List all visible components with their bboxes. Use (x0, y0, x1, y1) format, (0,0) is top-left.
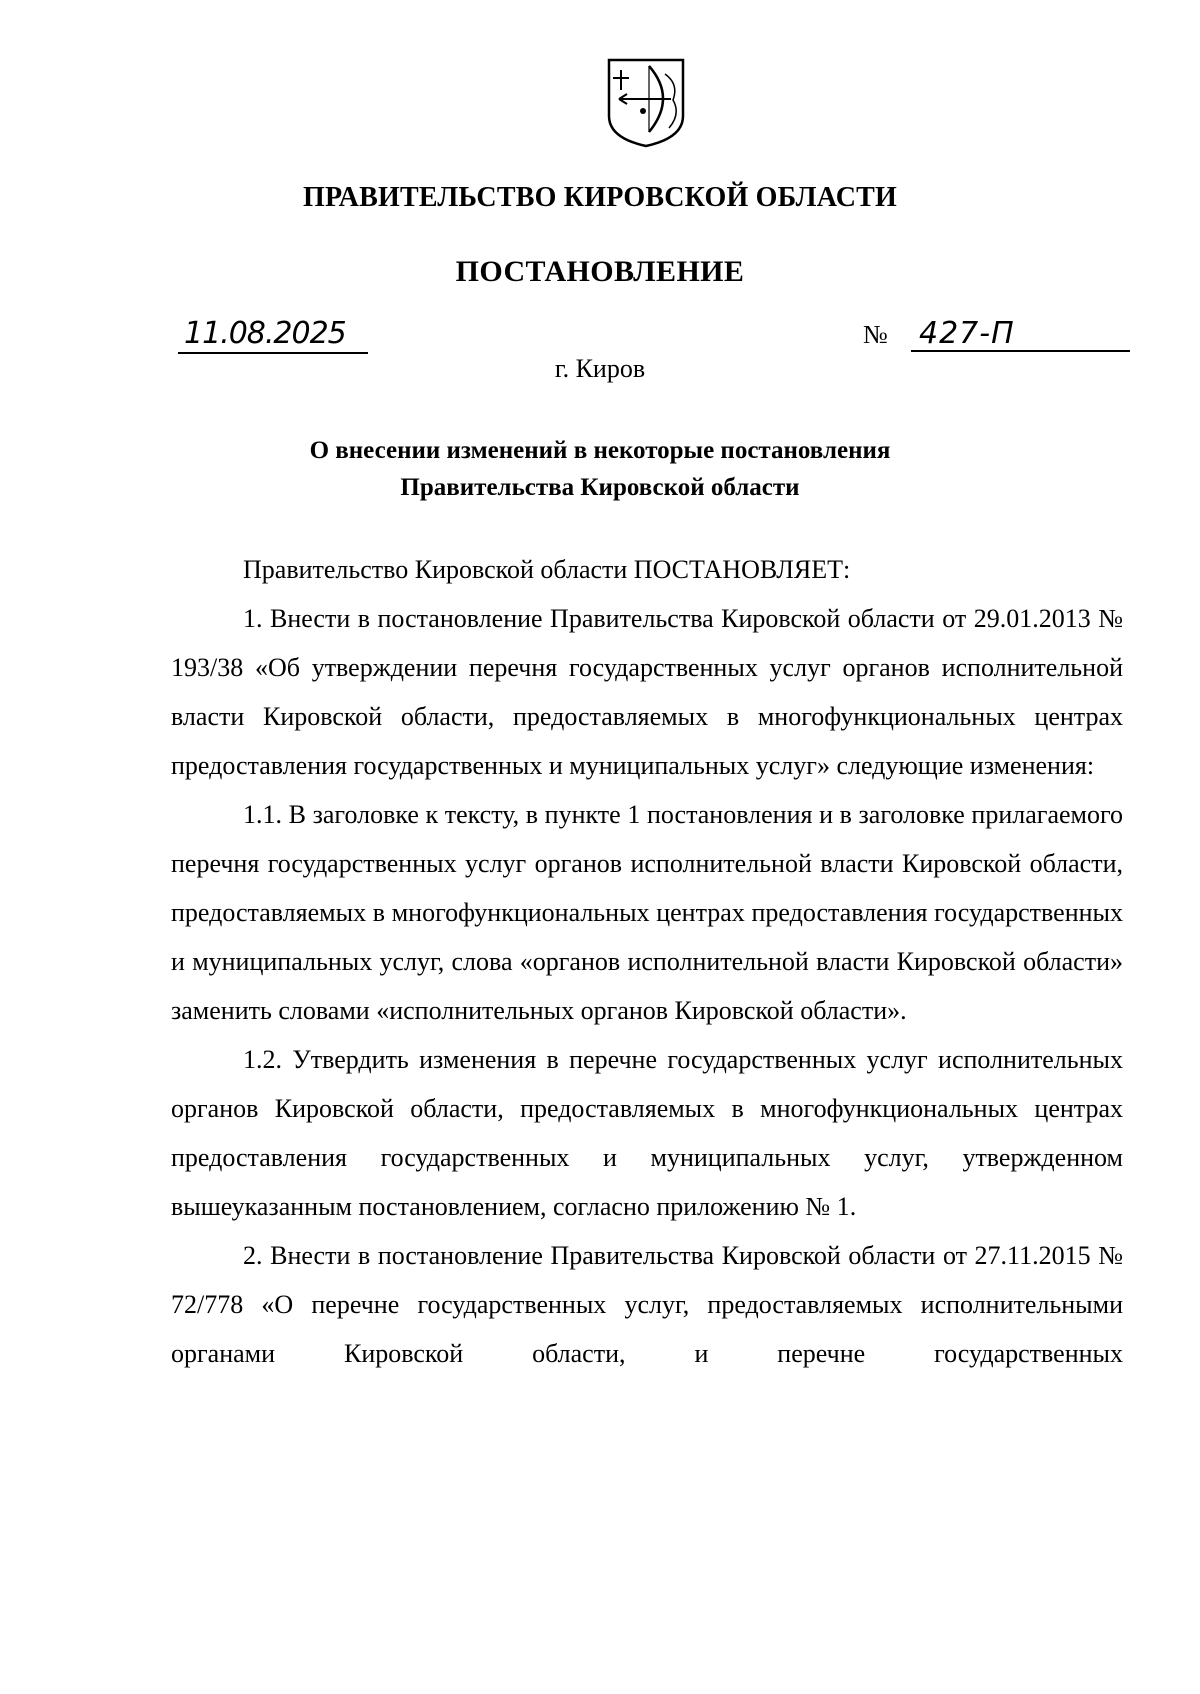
preamble: Правительство Кировской области ПОСТАНОВЛЯЕТ: (243, 555, 851, 584)
number-sign: № (863, 320, 888, 349)
decree-date-field (178, 316, 368, 354)
paragraph-1-2: 1.2. Утвердить изменения в перечне государственных услуг исполнительных органов Кировской области, предоставляемых в многофункциональных центрах предоставления государственных и муниципальных услуг, утвержденном вышеуказанным постановлением, согласно приложению № 1. (171, 1045, 1123, 1221)
subject-line-2: Правительства Кировской области (400, 474, 800, 501)
decree-date: 11.08.2025 (184, 316, 346, 351)
coat-of-arms-emblem (605, 56, 687, 148)
number-underline (911, 350, 1130, 352)
decree-body (171, 545, 1123, 1378)
subject-line-1: О внесении изменений в некоторые постановления (309, 437, 891, 464)
city-name: г. Киров (554, 354, 646, 383)
document-type-title: ПОСТАНОВЛЕНИЕ (455, 255, 745, 288)
paragraph-1-1: 1.1. В заголовке к тексту, в пункте 1 постановления и в заголовке прилагаемого перечня государственных услуг органов исполнительной власти Кировской области, предоставляемых в многофункциональных центрах предоставления государственных и муниципальных услуг, слова «органов исполнительной власти Кировской области» заменить словами «исполнительных органов Кировской области». (171, 800, 1123, 1025)
government-title: ПРАВИТЕЛЬСТВО КИРОВСКОЙ ОБЛАСТИ (302, 182, 897, 213)
paragraph-1: 1. Внести в постановление Правительства Кировской области от 29.01.2013 № 193/38 «Об утверждении перечня государственных услуг органов исполнительной власти Кировской области, предоставляемых в многофункциональных центрах предоставления государственных и муниципальных услуг» следующие изменения: (171, 604, 1123, 780)
paragraph-2: 2. Внести в постановление Правительства Кировской области от 27.11.2015 № 72/778 «О перечне государственных услуг, предоставляемых исполнительными органами Кировской области, и перечне государственных (171, 1241, 1123, 1368)
decree-number: 427-П (919, 316, 1015, 351)
decree-subject (0, 432, 1200, 506)
decree-number-field (863, 316, 1130, 352)
